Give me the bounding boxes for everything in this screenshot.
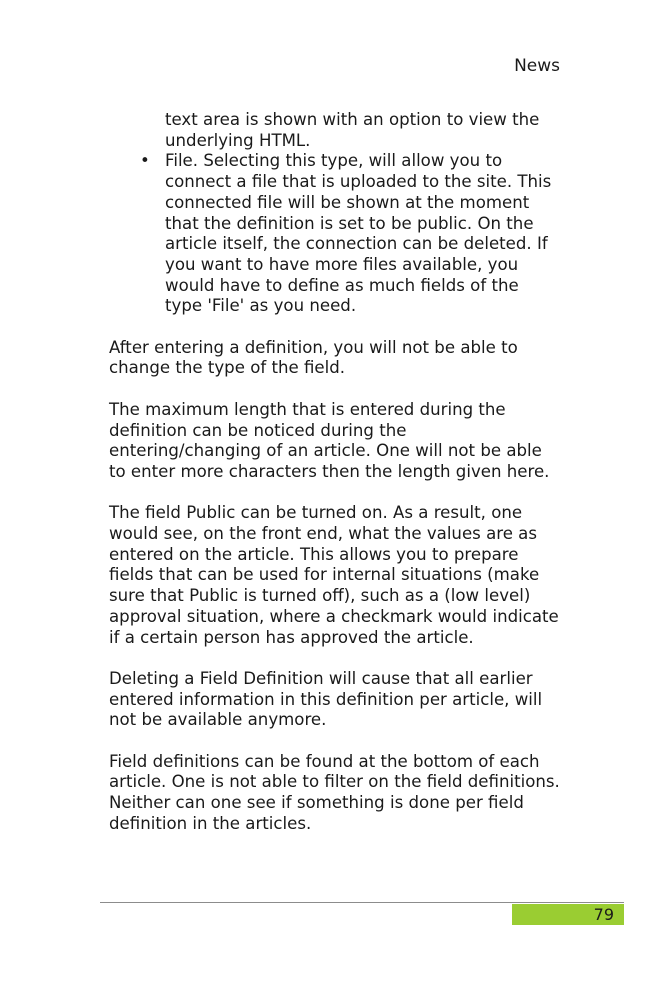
bullet-icon: • [140, 151, 150, 171]
paragraph-maximum-length: The maximum length that is entered during the definition can be noticed during the entering/changing of an article. One will not be able to enter more characters then the length given here. [109, 399, 550, 481]
paragraph-public-field: The field Public can be turned on. As a result, one would see, on the front end, what the values are as entered on the article. This allows you to prepare fields that can be used for internal situations (make sure that Public is turned off), such as a (low level) approval situation, where a checkmark would indicate if a certain person has approved the article. [109, 503, 559, 647]
running-header: News [514, 56, 560, 76]
bullet-list [109, 151, 561, 317]
bullet-item-file [109, 151, 561, 317]
footer-divider [100, 902, 624, 903]
page-number: 79 [512, 904, 624, 925]
bullet-text: File. Selecting this type, will allow you to connect a file that is uploaded to the site. This connected file will be shown at the moment that the definition is set to be public. On the article itself, the connection can be deleted. If you want to have more files available, you would have to define as much fields of the type 'File' as you need. [165, 151, 552, 316]
continued-list-text: text area is shown with an option to view the underlying HTML. [165, 110, 540, 150]
page-body [109, 110, 561, 835]
paragraph-field-type: After entering a definition, you will not be able to change the type of the field. [109, 337, 518, 378]
paragraph-deleting-definition: Deleting a Field Definition will cause that all earlier entered information in this definition per article, will not be available anymore. [109, 668, 543, 730]
paragraph-field-location: Field definitions can be found at the bottom of each article. One is not able to filter on the field definitions. Neither can one see if something is done per field definition in the articles. [109, 751, 560, 833]
